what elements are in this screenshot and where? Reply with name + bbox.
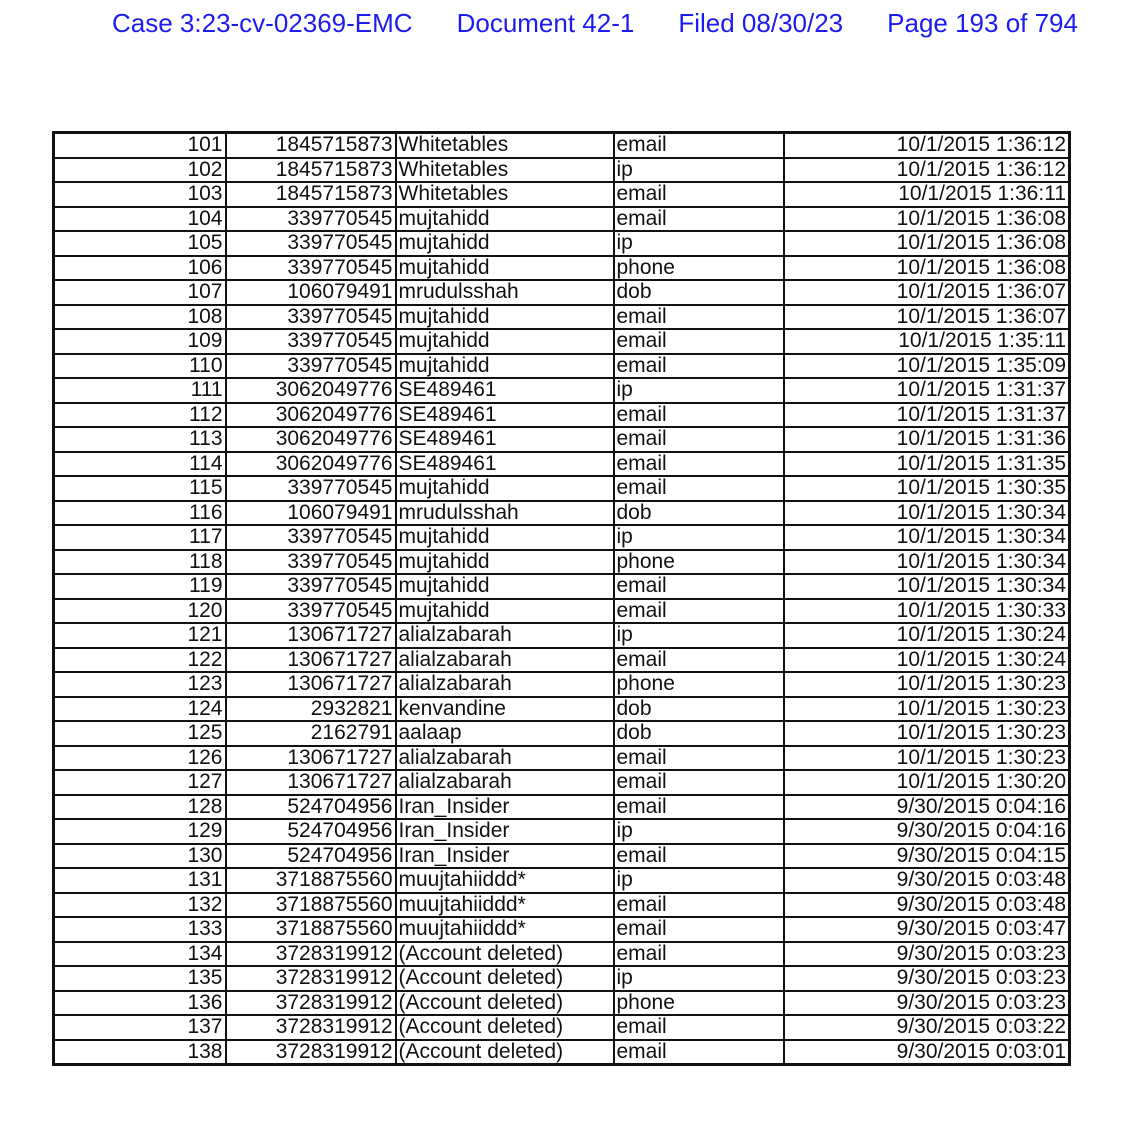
table-row xyxy=(54,231,1070,256)
page-number: Page 193 of 794 xyxy=(887,8,1078,38)
table-row xyxy=(54,256,1070,281)
timestamp-cell: 10/1/2015 1:36:08 xyxy=(784,256,1070,281)
row-number-cell: 109 xyxy=(54,329,226,354)
data-type-cell: email xyxy=(614,917,784,942)
table-row xyxy=(54,721,1070,746)
timestamp-cell: 9/30/2015 0:03:23 xyxy=(784,991,1070,1016)
row-number-cell: 112 xyxy=(54,403,226,428)
timestamp-cell: 10/1/2015 1:35:09 xyxy=(784,354,1070,379)
row-number-cell: 103 xyxy=(54,182,226,207)
timestamp-cell: 10/1/2015 1:30:33 xyxy=(784,599,1070,624)
username-cell: Whitetables xyxy=(396,133,614,158)
username-cell: (Account deleted) xyxy=(396,1040,614,1065)
account-id-cell: 339770545 xyxy=(226,525,396,550)
table-row xyxy=(54,207,1070,232)
table-row xyxy=(54,868,1070,893)
data-type-cell: email xyxy=(614,403,784,428)
timestamp-cell: 10/1/2015 1:36:07 xyxy=(784,305,1070,330)
table-row xyxy=(54,942,1070,967)
timestamp-cell: 10/1/2015 1:36:12 xyxy=(784,158,1070,183)
data-type-cell: email xyxy=(614,305,784,330)
timestamp-cell: 10/1/2015 1:30:24 xyxy=(784,623,1070,648)
timestamp-cell: 10/1/2015 1:30:23 xyxy=(784,697,1070,722)
username-cell: muujtahiiddd* xyxy=(396,868,614,893)
data-type-cell: email xyxy=(614,1015,784,1040)
account-id-cell: 339770545 xyxy=(226,256,396,281)
username-cell: (Account deleted) xyxy=(396,966,614,991)
row-number-cell: 116 xyxy=(54,501,226,526)
timestamp-cell: 9/30/2015 0:03:23 xyxy=(784,942,1070,967)
account-id-cell: 3728319912 xyxy=(226,991,396,1016)
username-cell: Iran_Insider xyxy=(396,819,614,844)
timestamp-cell: 10/1/2015 1:31:37 xyxy=(784,403,1070,428)
table-row xyxy=(54,697,1070,722)
account-id-cell: 339770545 xyxy=(226,476,396,501)
username-cell: (Account deleted) xyxy=(396,991,614,1016)
row-number-cell: 122 xyxy=(54,648,226,673)
table-row xyxy=(54,525,1070,550)
table-row xyxy=(54,574,1070,599)
table-row xyxy=(54,305,1070,330)
account-id-cell: 1845715873 xyxy=(226,158,396,183)
table-row xyxy=(54,819,1070,844)
table-row xyxy=(54,354,1070,379)
row-number-cell: 125 xyxy=(54,721,226,746)
row-number-cell: 121 xyxy=(54,623,226,648)
table-row xyxy=(54,1015,1070,1040)
timestamp-cell: 10/1/2015 1:30:23 xyxy=(784,721,1070,746)
table-row xyxy=(54,844,1070,869)
username-cell: mujtahidd xyxy=(396,256,614,281)
data-type-cell: email xyxy=(614,599,784,624)
timestamp-cell: 10/1/2015 1:36:08 xyxy=(784,207,1070,232)
row-number-cell: 110 xyxy=(54,354,226,379)
document-number: Document 42-1 xyxy=(456,8,635,38)
account-id-cell: 1845715873 xyxy=(226,182,396,207)
timestamp-cell: 9/30/2015 0:03:47 xyxy=(784,917,1070,942)
row-number-cell: 124 xyxy=(54,697,226,722)
timestamp-cell: 10/1/2015 1:36:12 xyxy=(784,133,1070,158)
username-cell: mujtahidd xyxy=(396,329,614,354)
data-type-cell: phone xyxy=(614,672,784,697)
table-row xyxy=(54,329,1070,354)
table-row xyxy=(54,476,1070,501)
data-type-cell: email xyxy=(614,354,784,379)
account-id-cell: 339770545 xyxy=(226,550,396,575)
account-id-cell: 339770545 xyxy=(226,599,396,624)
table-row xyxy=(54,133,1070,158)
table-row xyxy=(54,182,1070,207)
data-type-cell: phone xyxy=(614,550,784,575)
username-cell: alialzabarah xyxy=(396,648,614,673)
account-id-cell: 524704956 xyxy=(226,795,396,820)
row-number-cell: 138 xyxy=(54,1040,226,1065)
account-id-cell: 339770545 xyxy=(226,354,396,379)
data-type-cell: email xyxy=(614,182,784,207)
row-number-cell: 129 xyxy=(54,819,226,844)
table-row xyxy=(54,1040,1070,1065)
account-id-cell: 130671727 xyxy=(226,648,396,673)
data-type-cell: ip xyxy=(614,819,784,844)
row-number-cell: 137 xyxy=(54,1015,226,1040)
account-id-cell: 2162791 xyxy=(226,721,396,746)
filed-date: Filed 08/30/23 xyxy=(678,8,844,38)
timestamp-cell: 10/1/2015 1:35:11 xyxy=(784,329,1070,354)
timestamp-cell: 10/1/2015 1:31:35 xyxy=(784,452,1070,477)
row-number-cell: 106 xyxy=(54,256,226,281)
row-number-cell: 118 xyxy=(54,550,226,575)
table-row xyxy=(54,501,1070,526)
row-number-cell: 108 xyxy=(54,305,226,330)
table-row xyxy=(54,550,1070,575)
data-type-cell: phone xyxy=(614,256,784,281)
row-number-cell: 101 xyxy=(54,133,226,158)
account-id-cell: 3728319912 xyxy=(226,966,396,991)
row-number-cell: 117 xyxy=(54,525,226,550)
username-cell: Whitetables xyxy=(396,158,614,183)
username-cell: Iran_Insider xyxy=(396,795,614,820)
data-type-cell: ip xyxy=(614,623,784,648)
timestamp-cell: 10/1/2015 1:36:08 xyxy=(784,231,1070,256)
timestamp-cell: 10/1/2015 1:36:11 xyxy=(784,182,1070,207)
timestamp-cell: 9/30/2015 0:03:48 xyxy=(784,893,1070,918)
username-cell: mujtahidd xyxy=(396,305,614,330)
account-id-cell: 339770545 xyxy=(226,574,396,599)
timestamp-cell: 10/1/2015 1:30:34 xyxy=(784,574,1070,599)
data-type-cell: email xyxy=(614,844,784,869)
timestamp-cell: 10/1/2015 1:30:23 xyxy=(784,672,1070,697)
table-row xyxy=(54,280,1070,305)
username-cell: alialzabarah xyxy=(396,623,614,648)
data-type-cell: email xyxy=(614,770,784,795)
account-id-cell: 339770545 xyxy=(226,329,396,354)
row-number-cell: 111 xyxy=(54,378,226,403)
timestamp-cell: 10/1/2015 1:30:24 xyxy=(784,648,1070,673)
row-number-cell: 126 xyxy=(54,746,226,771)
username-cell: mrudulsshah xyxy=(396,280,614,305)
username-cell: alialzabarah xyxy=(396,672,614,697)
data-type-cell: dob xyxy=(614,721,784,746)
timestamp-cell: 10/1/2015 1:30:34 xyxy=(784,501,1070,526)
username-cell: mujtahidd xyxy=(396,550,614,575)
row-number-cell: 113 xyxy=(54,427,226,452)
table-row xyxy=(54,599,1070,624)
account-id-cell: 130671727 xyxy=(226,623,396,648)
data-type-cell: email xyxy=(614,648,784,673)
account-id-cell: 524704956 xyxy=(226,844,396,869)
row-number-cell: 105 xyxy=(54,231,226,256)
data-type-cell: dob xyxy=(614,280,784,305)
data-type-cell: ip xyxy=(614,966,784,991)
username-cell: aalaap xyxy=(396,721,614,746)
data-type-cell: email xyxy=(614,942,784,967)
table-row xyxy=(54,917,1070,942)
data-type-cell: email xyxy=(614,207,784,232)
data-type-cell: dob xyxy=(614,697,784,722)
timestamp-cell: 10/1/2015 1:30:20 xyxy=(784,770,1070,795)
username-cell: muujtahiiddd* xyxy=(396,917,614,942)
timestamp-cell: 10/1/2015 1:30:23 xyxy=(784,746,1070,771)
username-cell: alialzabarah xyxy=(396,770,614,795)
row-number-cell: 136 xyxy=(54,991,226,1016)
username-cell: mrudulsshah xyxy=(396,501,614,526)
table-row xyxy=(54,746,1070,771)
table-row xyxy=(54,452,1070,477)
username-cell: mujtahidd xyxy=(396,574,614,599)
account-id-cell: 339770545 xyxy=(226,305,396,330)
records-table xyxy=(52,131,1071,1066)
table-row xyxy=(54,966,1070,991)
case-header xyxy=(112,8,1078,39)
account-id-cell: 3718875560 xyxy=(226,917,396,942)
row-number-cell: 115 xyxy=(54,476,226,501)
timestamp-cell: 9/30/2015 0:04:16 xyxy=(784,795,1070,820)
account-id-cell: 3718875560 xyxy=(226,868,396,893)
data-type-cell: phone xyxy=(614,991,784,1016)
timestamp-cell: 10/1/2015 1:30:35 xyxy=(784,476,1070,501)
data-type-cell: email xyxy=(614,476,784,501)
account-id-cell: 3062049776 xyxy=(226,452,396,477)
row-number-cell: 120 xyxy=(54,599,226,624)
timestamp-cell: 9/30/2015 0:03:22 xyxy=(784,1015,1070,1040)
timestamp-cell: 9/30/2015 0:03:23 xyxy=(784,966,1070,991)
timestamp-cell: 9/30/2015 0:04:16 xyxy=(784,819,1070,844)
account-id-cell: 130671727 xyxy=(226,770,396,795)
row-number-cell: 123 xyxy=(54,672,226,697)
account-id-cell: 3728319912 xyxy=(226,1040,396,1065)
timestamp-cell: 10/1/2015 1:31:36 xyxy=(784,427,1070,452)
table-row xyxy=(54,427,1070,452)
username-cell: SE489461 xyxy=(396,378,614,403)
account-id-cell: 106079491 xyxy=(226,501,396,526)
data-type-cell: email xyxy=(614,427,784,452)
username-cell: mujtahidd xyxy=(396,476,614,501)
data-type-cell: email xyxy=(614,795,784,820)
row-number-cell: 102 xyxy=(54,158,226,183)
account-id-cell: 3728319912 xyxy=(226,942,396,967)
timestamp-cell: 9/30/2015 0:03:01 xyxy=(784,1040,1070,1065)
row-number-cell: 130 xyxy=(54,844,226,869)
username-cell: SE489461 xyxy=(396,403,614,428)
table-row xyxy=(54,770,1070,795)
case-number: Case 3:23-cv-02369-EMC xyxy=(112,8,413,38)
account-id-cell: 106079491 xyxy=(226,280,396,305)
row-number-cell: 135 xyxy=(54,966,226,991)
username-cell: mujtahidd xyxy=(396,354,614,379)
data-type-cell: ip xyxy=(614,868,784,893)
data-type-cell: email xyxy=(614,1040,784,1065)
account-id-cell: 3062049776 xyxy=(226,403,396,428)
account-id-cell: 524704956 xyxy=(226,819,396,844)
data-type-cell: dob xyxy=(614,501,784,526)
account-id-cell: 130671727 xyxy=(226,672,396,697)
table-row xyxy=(54,403,1070,428)
data-type-cell: ip xyxy=(614,158,784,183)
timestamp-cell: 9/30/2015 0:03:48 xyxy=(784,868,1070,893)
data-type-cell: email xyxy=(614,574,784,599)
account-id-cell: 3728319912 xyxy=(226,1015,396,1040)
account-id-cell: 3062049776 xyxy=(226,378,396,403)
username-cell: mujtahidd xyxy=(396,599,614,624)
username-cell: Whitetables xyxy=(396,182,614,207)
data-type-cell: email xyxy=(614,452,784,477)
data-type-cell: ip xyxy=(614,378,784,403)
account-id-cell: 339770545 xyxy=(226,207,396,232)
username-cell: (Account deleted) xyxy=(396,942,614,967)
data-type-cell: email xyxy=(614,329,784,354)
account-id-cell: 3718875560 xyxy=(226,893,396,918)
username-cell: SE489461 xyxy=(396,452,614,477)
username-cell: kenvandine xyxy=(396,697,614,722)
table-row xyxy=(54,623,1070,648)
account-id-cell: 339770545 xyxy=(226,231,396,256)
table-row xyxy=(54,893,1070,918)
table-row xyxy=(54,648,1070,673)
account-id-cell: 2932821 xyxy=(226,697,396,722)
timestamp-cell: 10/1/2015 1:36:07 xyxy=(784,280,1070,305)
table-row xyxy=(54,672,1070,697)
row-number-cell: 134 xyxy=(54,942,226,967)
table-row xyxy=(54,378,1070,403)
row-number-cell: 127 xyxy=(54,770,226,795)
username-cell: SE489461 xyxy=(396,427,614,452)
username-cell: mujtahidd xyxy=(396,231,614,256)
username-cell: mujtahidd xyxy=(396,525,614,550)
row-number-cell: 131 xyxy=(54,868,226,893)
table-row xyxy=(54,158,1070,183)
table-row xyxy=(54,795,1070,820)
username-cell: muujtahiiddd* xyxy=(396,893,614,918)
row-number-cell: 132 xyxy=(54,893,226,918)
data-type-cell: ip xyxy=(614,525,784,550)
row-number-cell: 104 xyxy=(54,207,226,232)
data-type-cell: email xyxy=(614,893,784,918)
data-type-cell: ip xyxy=(614,231,784,256)
table-row xyxy=(54,991,1070,1016)
timestamp-cell: 10/1/2015 1:31:37 xyxy=(784,378,1070,403)
row-number-cell: 107 xyxy=(54,280,226,305)
data-type-cell: email xyxy=(614,746,784,771)
username-cell: alialzabarah xyxy=(396,746,614,771)
account-id-cell: 1845715873 xyxy=(226,133,396,158)
row-number-cell: 119 xyxy=(54,574,226,599)
data-type-cell: email xyxy=(614,133,784,158)
account-id-cell: 3062049776 xyxy=(226,427,396,452)
timestamp-cell: 10/1/2015 1:30:34 xyxy=(784,550,1070,575)
timestamp-cell: 9/30/2015 0:04:15 xyxy=(784,844,1070,869)
row-number-cell: 128 xyxy=(54,795,226,820)
username-cell: Iran_Insider xyxy=(396,844,614,869)
timestamp-cell: 10/1/2015 1:30:34 xyxy=(784,525,1070,550)
account-id-cell: 130671727 xyxy=(226,746,396,771)
username-cell: (Account deleted) xyxy=(396,1015,614,1040)
row-number-cell: 114 xyxy=(54,452,226,477)
row-number-cell: 133 xyxy=(54,917,226,942)
username-cell: mujtahidd xyxy=(396,207,614,232)
